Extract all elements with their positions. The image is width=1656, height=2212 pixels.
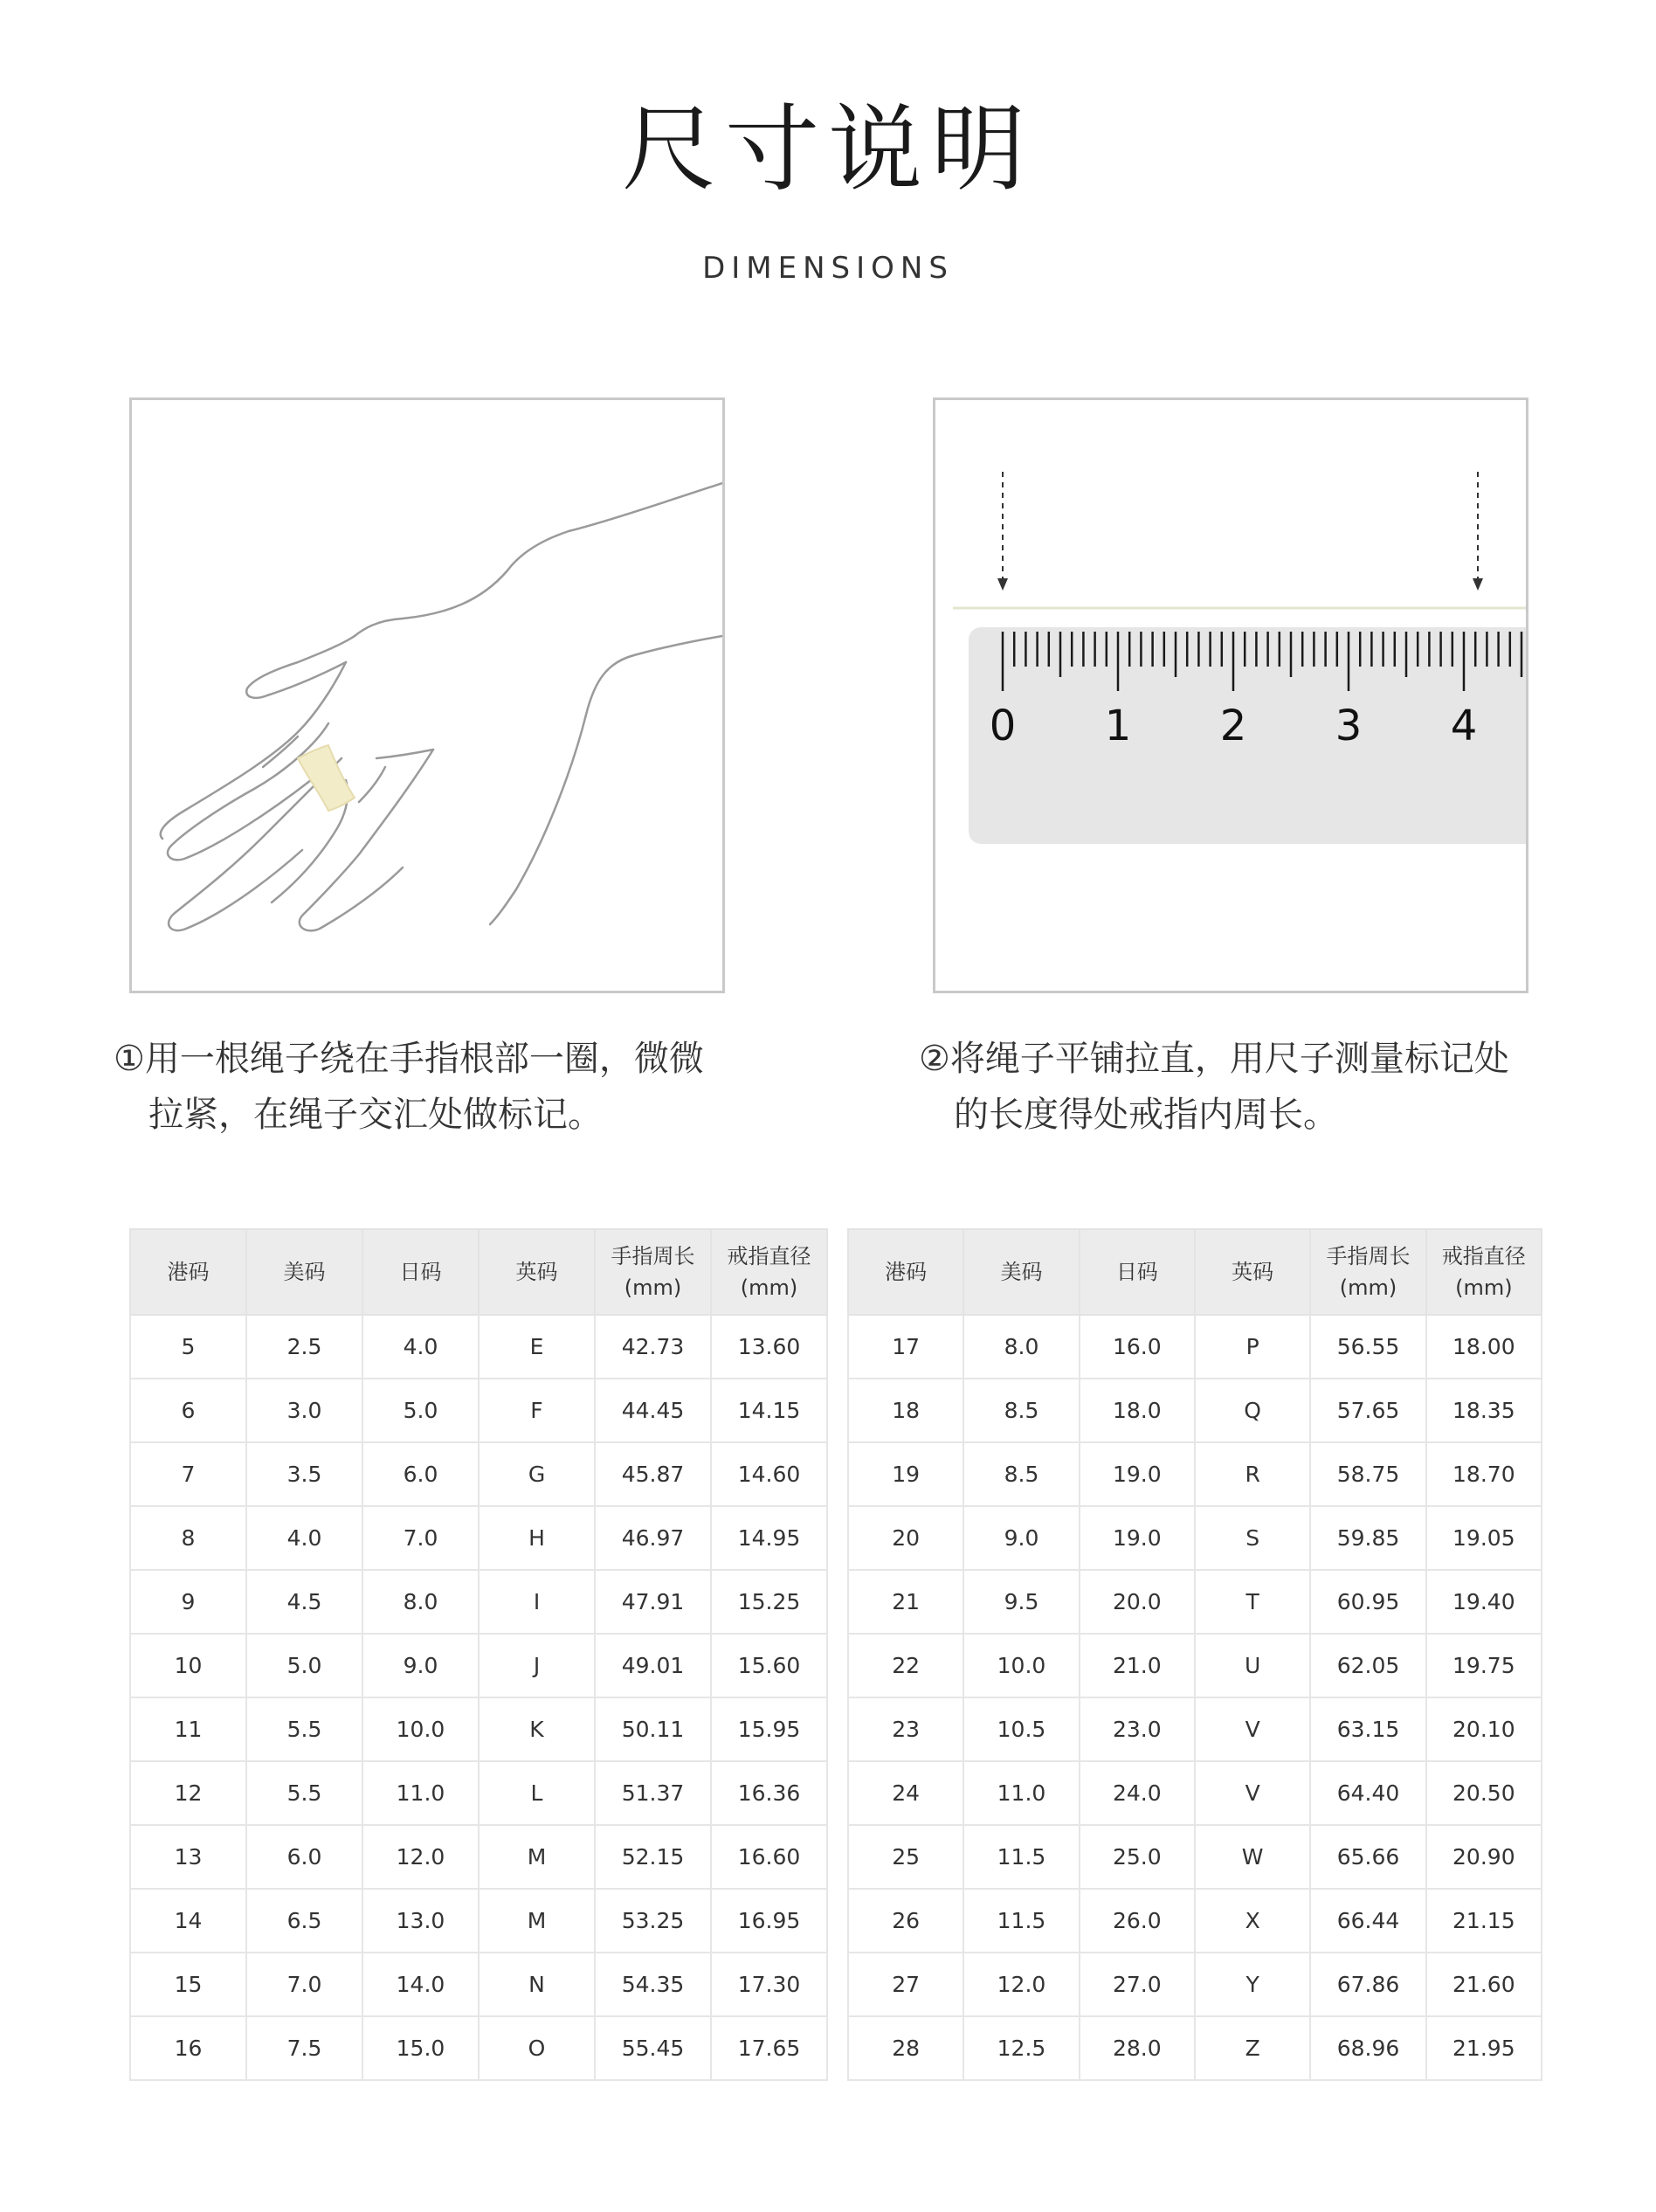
step-1-instruction [114, 1031, 777, 1143]
cell-jp-size: 19.0 [1080, 1442, 1195, 1506]
cell-us-size: 9.0 [963, 1506, 1079, 1570]
cell-us-size: 6.0 [246, 1825, 362, 1889]
cell-jp-size: 5.0 [362, 1379, 479, 1442]
cell-hk-size: 7 [130, 1442, 246, 1506]
cell-finger-circumference: 53.25 [595, 1889, 711, 1953]
table-row [130, 1315, 827, 1379]
cell-jp-size: 8.0 [362, 1570, 479, 1634]
cell-ring-diameter: 21.60 [1426, 1953, 1542, 2016]
cell-uk-size: F [479, 1379, 595, 1442]
cell-jp-size: 16.0 [1080, 1315, 1195, 1379]
cell-us-size: 6.5 [246, 1889, 362, 1953]
cell-uk-size: M [479, 1825, 595, 1889]
cell-us-size: 11.5 [963, 1825, 1079, 1889]
cell-ring-diameter: 20.50 [1426, 1761, 1542, 1825]
step-2-line-2: 的长度得处戒指内周长。 [954, 1095, 1338, 1135]
header-hk: 港码 [130, 1229, 246, 1315]
cell-ring-diameter: 14.15 [711, 1379, 827, 1442]
cell-ring-diameter: 16.60 [711, 1825, 827, 1889]
table-row [130, 1889, 827, 1953]
cell-uk-size: V [1195, 1761, 1310, 1825]
cell-uk-size: H [479, 1506, 595, 1570]
cell-jp-size: 25.0 [1080, 1825, 1195, 1889]
cell-jp-size: 10.0 [362, 1697, 479, 1761]
cell-ring-diameter: 21.95 [1426, 2016, 1542, 2080]
cell-hk-size: 9 [130, 1570, 246, 1634]
cell-us-size: 10.5 [963, 1697, 1079, 1761]
cell-uk-size: Z [1195, 2016, 1310, 2080]
size-table-right [847, 1228, 1542, 2081]
page-title: 尺寸说明 [621, 95, 1034, 204]
header-uk: 英码 [1195, 1229, 1310, 1315]
header-finger-line1: 手指周长 [1326, 1244, 1411, 1268]
cell-jp-size: 27.0 [1080, 1953, 1195, 2016]
cell-ring-diameter: 14.60 [711, 1442, 827, 1506]
step-1-line-2: 拉紧，在绳子交汇处做标记。 [148, 1095, 603, 1135]
cell-uk-size: K [479, 1697, 595, 1761]
cell-ring-diameter: 14.95 [711, 1506, 827, 1570]
header-us: 美码 [246, 1229, 362, 1315]
cell-us-size: 8.5 [963, 1442, 1079, 1506]
cell-us-size: 3.0 [246, 1379, 362, 1442]
table-row [848, 1379, 1542, 1442]
cell-hk-size: 12 [130, 1761, 246, 1825]
table-row [130, 1379, 827, 1442]
cell-jp-size: 4.0 [362, 1315, 479, 1379]
table-row [848, 1761, 1542, 1825]
cell-ring-diameter: 15.95 [711, 1697, 827, 1761]
cell-jp-size: 14.0 [362, 1953, 479, 2016]
step-2-instruction [919, 1031, 1583, 1143]
table-row [848, 1825, 1542, 1889]
table-row [130, 1570, 827, 1634]
cell-uk-size: W [1195, 1825, 1310, 1889]
ruler-label: 4 [1450, 702, 1478, 750]
cell-uk-size: T [1195, 1570, 1310, 1634]
cell-ring-diameter: 13.60 [711, 1315, 827, 1379]
cell-hk-size: 13 [130, 1825, 246, 1889]
table-row [848, 1315, 1542, 1379]
cell-finger-circumference: 68.96 [1310, 2016, 1425, 2080]
cell-ring-diameter: 18.70 [1426, 1442, 1542, 1506]
cell-finger-circumference: 51.37 [595, 1761, 711, 1825]
table-row [130, 2016, 827, 2080]
cell-ring-diameter: 15.25 [711, 1570, 827, 1634]
cell-ring-diameter: 20.10 [1426, 1697, 1542, 1761]
cell-jp-size: 23.0 [1080, 1697, 1195, 1761]
cell-jp-size: 15.0 [362, 2016, 479, 2080]
table-header-row [848, 1229, 1542, 1315]
header-finger-line2: (mm) [624, 1275, 682, 1300]
header-finger-circumference [1310, 1229, 1425, 1315]
cell-ring-diameter: 19.40 [1426, 1570, 1542, 1634]
cell-hk-size: 18 [848, 1379, 963, 1442]
table-row [130, 1634, 827, 1697]
header-hk: 港码 [848, 1229, 963, 1315]
header-diameter-line1: 戒指直径 [727, 1244, 811, 1268]
table-row [130, 1761, 827, 1825]
cell-uk-size: U [1195, 1634, 1310, 1697]
ruler-label: 3 [1335, 702, 1363, 750]
cell-jp-size: 12.0 [362, 1825, 479, 1889]
cell-ring-diameter: 16.36 [711, 1761, 827, 1825]
cell-jp-size: 13.0 [362, 1889, 479, 1953]
cell-us-size: 11.0 [963, 1761, 1079, 1825]
page-subtitle: DIMENSIONS [702, 251, 954, 286]
cell-jp-size: 20.0 [1080, 1570, 1195, 1634]
cell-us-size: 8.0 [963, 1315, 1079, 1379]
cell-ring-diameter: 19.75 [1426, 1634, 1542, 1697]
cell-finger-circumference: 65.66 [1310, 1825, 1425, 1889]
cell-finger-circumference: 60.95 [1310, 1570, 1425, 1634]
cell-hk-size: 19 [848, 1442, 963, 1506]
ruler-label: 1 [1104, 702, 1132, 750]
header-finger-circumference [595, 1229, 711, 1315]
cell-hk-size: 11 [130, 1697, 246, 1761]
table-row [848, 1570, 1542, 1634]
cell-finger-circumference: 47.91 [595, 1570, 711, 1634]
cell-ring-diameter: 16.95 [711, 1889, 827, 1953]
cell-finger-circumference: 45.87 [595, 1442, 711, 1506]
header-uk: 英码 [479, 1229, 595, 1315]
table-row [848, 1506, 1542, 1570]
cell-finger-circumference: 67.86 [1310, 1953, 1425, 2016]
size-table-left [129, 1228, 828, 2081]
header-us: 美码 [963, 1229, 1079, 1315]
cell-jp-size: 9.0 [362, 1634, 479, 1697]
cell-uk-size: Q [1195, 1379, 1310, 1442]
cell-ring-diameter: 19.05 [1426, 1506, 1542, 1570]
cell-hk-size: 28 [848, 2016, 963, 2080]
cell-hk-size: 24 [848, 1761, 963, 1825]
cell-hk-size: 21 [848, 1570, 963, 1634]
cell-uk-size: R [1195, 1442, 1310, 1506]
cell-ring-diameter: 20.90 [1426, 1825, 1542, 1889]
cell-finger-circumference: 55.45 [595, 2016, 711, 2080]
cell-hk-size: 26 [848, 1889, 963, 1953]
cell-ring-diameter: 18.35 [1426, 1379, 1542, 1442]
cell-us-size: 10.0 [963, 1634, 1079, 1697]
header-jp: 日码 [1080, 1229, 1195, 1315]
cell-finger-circumference: 62.05 [1310, 1634, 1425, 1697]
cell-hk-size: 14 [130, 1889, 246, 1953]
header-jp: 日码 [362, 1229, 479, 1315]
cell-uk-size: I [479, 1570, 595, 1634]
cell-finger-circumference: 46.97 [595, 1506, 711, 1570]
cell-uk-size: G [479, 1442, 595, 1506]
cell-jp-size: 19.0 [1080, 1506, 1195, 1570]
cell-uk-size: P [1195, 1315, 1310, 1379]
cell-hk-size: 15 [130, 1953, 246, 2016]
cell-us-size: 9.5 [963, 1570, 1079, 1634]
header-finger-line1: 手指周长 [611, 1244, 695, 1268]
cell-hk-size: 22 [848, 1634, 963, 1697]
table-row [848, 1634, 1542, 1697]
ruler-label: 0 [989, 702, 1017, 750]
hand-with-string-icon [132, 400, 722, 991]
cell-hk-size: 17 [848, 1315, 963, 1379]
hand-illustration-panel [129, 397, 725, 993]
table-row [848, 1697, 1542, 1761]
table-row [130, 1442, 827, 1506]
cell-jp-size: 24.0 [1080, 1761, 1195, 1825]
cell-hk-size: 23 [848, 1697, 963, 1761]
cell-us-size: 12.5 [963, 2016, 1079, 2080]
cell-hk-size: 10 [130, 1634, 246, 1697]
cell-uk-size: J [479, 1634, 595, 1697]
ruler-label: 2 [1219, 702, 1247, 750]
cell-jp-size: 28.0 [1080, 2016, 1195, 2080]
cell-ring-diameter: 15.60 [711, 1634, 827, 1697]
table-header-row [130, 1229, 827, 1315]
cell-finger-circumference: 57.65 [1310, 1379, 1425, 1442]
cell-hk-size: 16 [130, 2016, 246, 2080]
cell-ring-diameter: 17.65 [711, 2016, 827, 2080]
cell-finger-circumference: 64.40 [1310, 1761, 1425, 1825]
cell-jp-size: 21.0 [1080, 1634, 1195, 1697]
header-ring-diameter [711, 1229, 827, 1315]
cell-uk-size: L [479, 1761, 595, 1825]
cell-us-size: 2.5 [246, 1315, 362, 1379]
cell-uk-size: Y [1195, 1953, 1310, 2016]
cell-finger-circumference: 50.11 [595, 1697, 711, 1761]
cell-ring-diameter: 18.00 [1426, 1315, 1542, 1379]
cell-finger-circumference: 54.35 [595, 1953, 711, 2016]
cell-us-size: 12.0 [963, 1953, 1079, 2016]
cell-uk-size: E [479, 1315, 595, 1379]
cell-finger-circumference: 63.15 [1310, 1697, 1425, 1761]
cell-hk-size: 27 [848, 1953, 963, 2016]
cell-hk-size: 8 [130, 1506, 246, 1570]
table-row [130, 1506, 827, 1570]
cell-jp-size: 18.0 [1080, 1379, 1195, 1442]
cell-uk-size: N [479, 1953, 595, 2016]
cell-hk-size: 6 [130, 1379, 246, 1442]
cell-us-size: 4.0 [246, 1506, 362, 1570]
header-ring-diameter [1426, 1229, 1542, 1315]
cell-us-size: 5.5 [246, 1697, 362, 1761]
cell-finger-circumference: 49.01 [595, 1634, 711, 1697]
cell-us-size: 8.5 [963, 1379, 1079, 1442]
cell-uk-size: O [479, 2016, 595, 2080]
cell-ring-diameter: 21.15 [1426, 1889, 1542, 1953]
cell-finger-circumference: 59.85 [1310, 1506, 1425, 1570]
cell-ring-diameter: 17.30 [711, 1953, 827, 2016]
cell-jp-size: 6.0 [362, 1442, 479, 1506]
step-1-line-1: ①用一根绳子绕在手指根部一圈，微微 [114, 1039, 704, 1079]
cell-us-size: 7.0 [246, 1953, 362, 2016]
cell-hk-size: 25 [848, 1825, 963, 1889]
table-row [130, 1697, 827, 1761]
cell-finger-circumference: 58.75 [1310, 1442, 1425, 1506]
cell-finger-circumference: 44.45 [595, 1379, 711, 1442]
header-diameter-line1: 戒指直径 [1441, 1244, 1526, 1268]
cell-uk-size: X [1195, 1889, 1310, 1953]
cell-us-size: 3.5 [246, 1442, 362, 1506]
cell-uk-size: M [479, 1889, 595, 1953]
header-finger-line2: (mm) [1339, 1275, 1397, 1300]
cell-finger-circumference: 52.15 [595, 1825, 711, 1889]
table-row [848, 1889, 1542, 1953]
table-row [848, 1953, 1542, 2016]
cell-us-size: 7.5 [246, 2016, 362, 2080]
ruler-icon [935, 400, 1526, 991]
cell-finger-circumference: 66.44 [1310, 1889, 1425, 1953]
cell-hk-size: 20 [848, 1506, 963, 1570]
table-row [130, 1953, 827, 2016]
cell-finger-circumference: 56.55 [1310, 1315, 1425, 1379]
table-row [848, 2016, 1542, 2080]
header-diameter-line2: (mm) [1455, 1275, 1513, 1300]
ruler-illustration-panel [933, 397, 1528, 993]
cell-uk-size: S [1195, 1506, 1310, 1570]
cell-us-size: 4.5 [246, 1570, 362, 1634]
cell-us-size: 5.5 [246, 1761, 362, 1825]
cell-jp-size: 26.0 [1080, 1889, 1195, 1953]
step-2-line-1: ②将绳子平铺拉直，用尺子测量标记处 [919, 1039, 1509, 1079]
header-diameter-line2: (mm) [740, 1275, 798, 1300]
cell-finger-circumference: 42.73 [595, 1315, 711, 1379]
table-row [848, 1442, 1542, 1506]
cell-uk-size: V [1195, 1697, 1310, 1761]
cell-us-size: 5.0 [246, 1634, 362, 1697]
cell-jp-size: 11.0 [362, 1761, 479, 1825]
cell-jp-size: 7.0 [362, 1506, 479, 1570]
table-row [130, 1825, 827, 1889]
cell-us-size: 11.5 [963, 1889, 1079, 1953]
cell-hk-size: 5 [130, 1315, 246, 1379]
